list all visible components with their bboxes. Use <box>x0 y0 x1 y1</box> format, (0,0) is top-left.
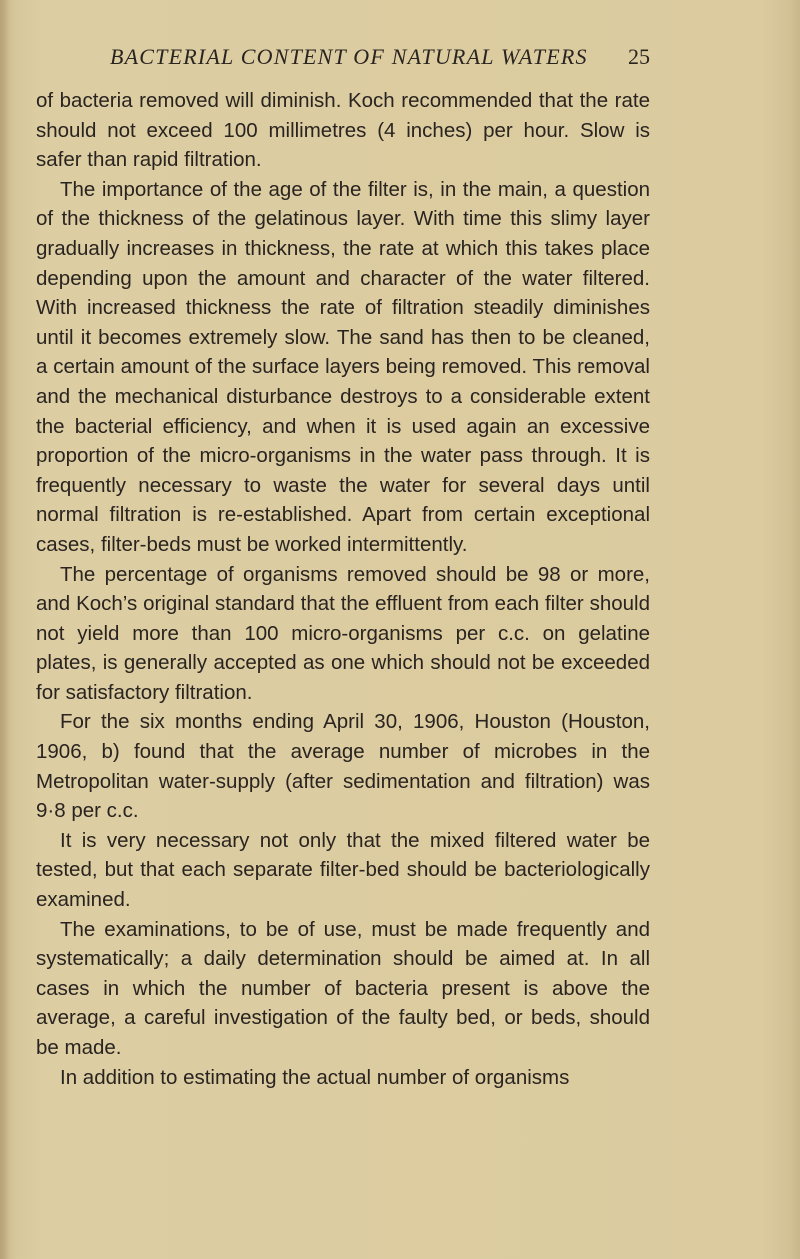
paragraph-filter-age: The importance of the age of the filter is, in the main, a question of the thickness of the gelatinous layer. With time this slimy layer gradually increases in thickness, the rate at which this takes place depending upon the amount and character of the water filtered. With increased thickness the rate of filtration steadily diminishes until it becomes extremely slow. The sand has then to be cleaned, a certain amount of the surface layers being removed. This removal and the mechanical disturbance destroys to a considerable extent the bacterial efficiency, and when it is used again an excessive proportion of the micro-organisms in the water pass through. It is frequently necessary to waste the water for several days until normal filtration is re-established. Apart from certain exceptional cases, filter-beds must be worked intermittently. <box>36 177 650 556</box>
paragraph-houston: For the six months ending April 30, 1906, Houston (Houston, 1906, b) found that the average number of microbes in the Metropolitan water-supply (after sedimentation and filtration) was 9·8 per c.c. <box>36 710 650 823</box>
paragraph-addition: In addition to estimating the actual number of organisms <box>60 1065 570 1089</box>
paragraph-continued: of bacteria removed will diminish. Koch recommended that the rate should not exceed 100 millimetres (4 inches) per hour. Slow is safer than rapid filtration. <box>36 89 650 172</box>
paragraph-percentage: The percentage of organisms removed should be 98 or more, and Koch’s original standard that the effluent from each filter should not yield more than 100 micro-organisms per c.c. on gelatine plates, is generally accepted as one which should not be exceeded for satisfactory filtration. <box>36 562 650 704</box>
body-text <box>36 86 650 1092</box>
paragraph-examinations: The examinations, to be of use, must be made frequently and systematically; a daily determination should be aimed at. In all cases in which the number of bacteria present is above the average, a careful investigation of the faulty bed, or beds, should be made. <box>36 917 650 1059</box>
paragraph-testing: It is very necessary not only that the mixed filtered water be tested, but that each separate filter-bed should be bacteriologically examined. <box>36 828 650 912</box>
page-number: 25 <box>628 44 650 69</box>
running-header <box>110 44 650 70</box>
binding-gutter-shadow <box>0 0 10 1259</box>
running-title: BACTERIAL CONTENT OF NATURAL WATERS <box>110 44 588 69</box>
